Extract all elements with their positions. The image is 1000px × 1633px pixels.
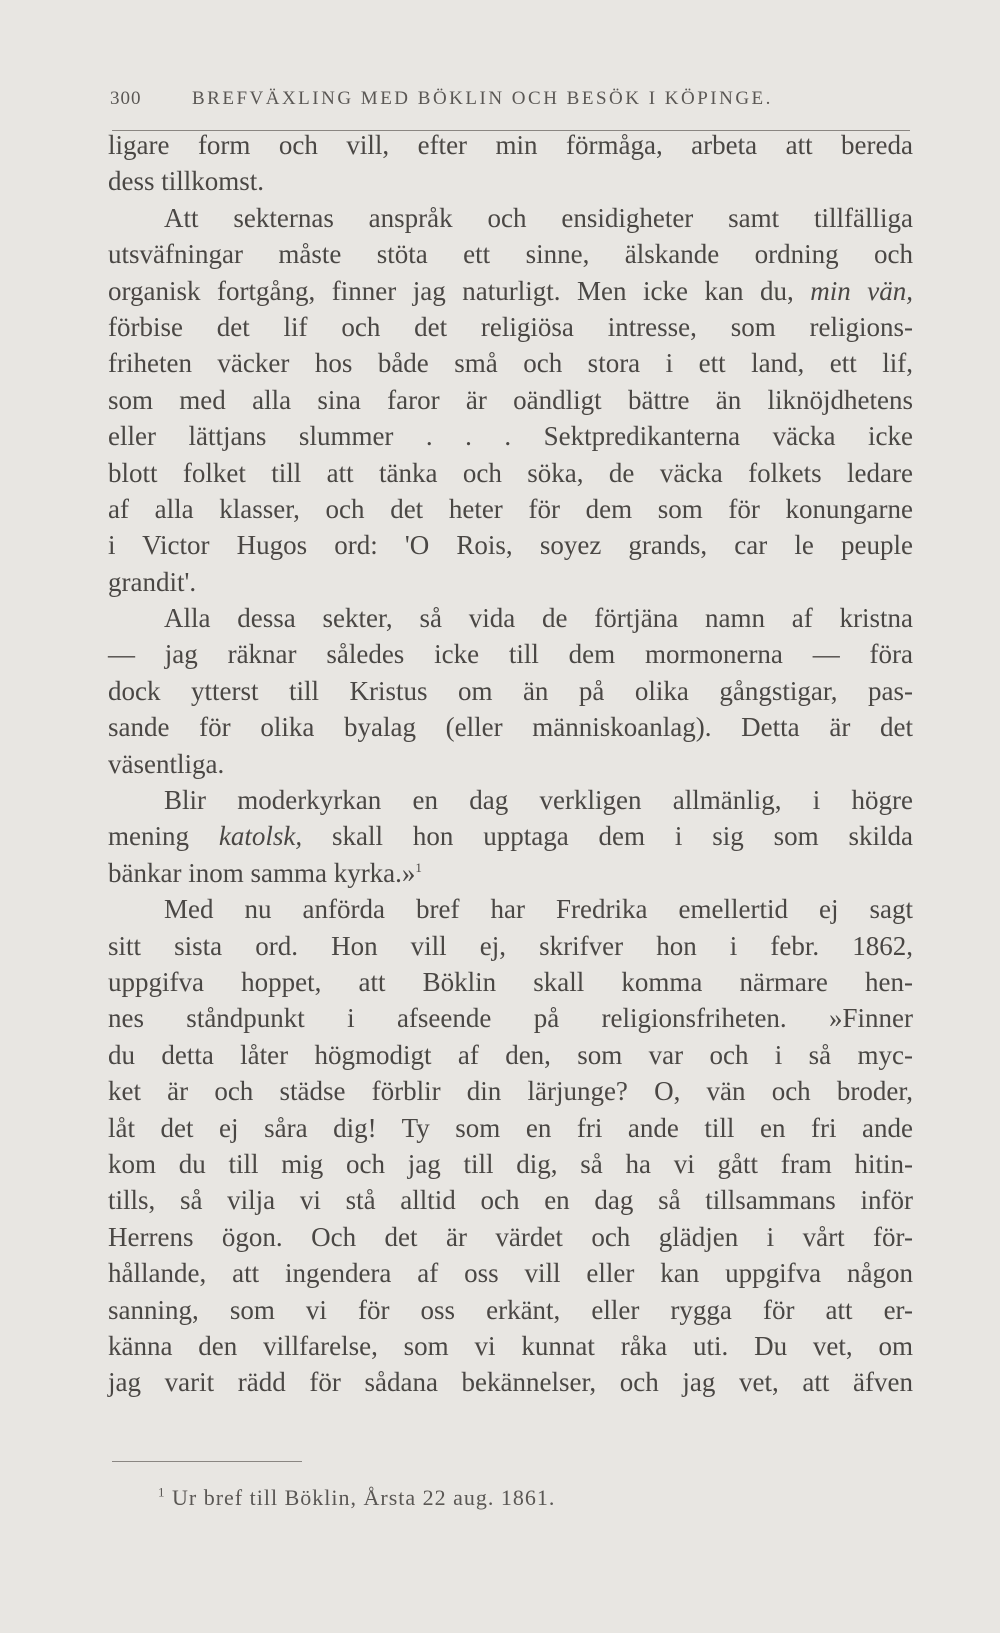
text-line: förbise det lif och det religiösa intresse, som religions- [108, 311, 913, 342]
text-line: hållande, att ingendera af oss vill eller kan uppgifva någon [108, 1258, 913, 1289]
text-line: nes ståndpunkt i afseende på religionsfriheten. »Finner [108, 1003, 913, 1034]
text-line: dock ytterst till Kristus om än på olika gångstigar, pas- [108, 675, 913, 706]
paragraph-start: Blir moderkyrkan en dag verkligen allmänlig, i högre [164, 785, 913, 816]
paragraph-start: Alla dessa sekter, så vida de förtjäna namn af kristna [164, 603, 913, 634]
running-title: BREFVÄXLING MED BÖKLIN OCH BESÖK I KÖPINGE. [192, 88, 773, 109]
text-line: jag varit rädd för sådana bekännelser, och jag vet, att äfven [108, 1367, 913, 1398]
text-span: organisk fortgång, finner jag naturligt. Men icke kan du, [108, 275, 794, 306]
text-line: Herrens ögon. Och det är värdet och glädjen i vårt för- [108, 1221, 913, 1252]
text-line: låt det ej såra dig! Ty som en fri ande till en fri ande [108, 1112, 913, 1143]
text-line: — jag räknar således icke till dem mormonerna — föra [108, 639, 913, 670]
text-line: uppgifva hoppet, att Böklin skall komma närmare hen- [108, 966, 913, 997]
running-head [110, 88, 910, 110]
text-line: utsväfningar måste stöta ett sinne, älskande ordning och [108, 239, 913, 270]
footnote-reference[interactable]: 1 [415, 859, 422, 875]
text-span: bänkar inom samma kyrka.» [108, 857, 416, 888]
text-line: sanning, som vi för oss erkänt, eller rygga för att er- [108, 1294, 913, 1325]
footnote-text: Ur bref till Böklin, Årsta 22 aug. 1861. [172, 1485, 556, 1510]
text-line [108, 855, 913, 891]
italic-phrase: min vän, [810, 275, 914, 306]
paragraph-start: Med nu anförda bref har Fredrika emellertid ej sagt [164, 894, 913, 925]
body-text [108, 127, 913, 1401]
text-line: dess tillkomst. [108, 166, 265, 197]
text-line: känna den villfarelse, som vi kunnat råka uti. Du vet, om [108, 1330, 913, 1361]
italic-phrase: katolsk, [218, 821, 303, 852]
page-number: 300 [110, 88, 142, 109]
text-line [108, 273, 913, 309]
text-line: du detta låter högmodigt af den, som var och i så myc- [108, 1039, 913, 1070]
text-span: mening [108, 821, 189, 852]
text-line: ket är och städse förblir din lärjunge? O, vän och broder, [108, 1076, 913, 1107]
text-line: tills, så vilja vi stå alltid och en dag så tillsammans inför [108, 1185, 913, 1216]
text-line: väsentliga. [108, 748, 225, 779]
footnote [158, 1485, 555, 1511]
text-line: som med alla sina faror är oändligt bättre än liknöjdhetens [108, 384, 913, 415]
text-line: kom du till mig och jag till dig, så ha vi gått fram hitin- [108, 1148, 913, 1179]
text-line: af alla klasser, och det heter för dem som för konungarne [108, 493, 913, 524]
text-line: ligare form och vill, efter min förmåga, arbeta att bereda [108, 130, 913, 160]
paragraph-start: Att sekternas anspråk och ensidigheter samt tillfälliga [164, 202, 913, 233]
text-line: sande för olika byalag (eller människoanlag). Detta är det [108, 712, 913, 743]
text-span: skall hon upptaga dem i sig som skilda [331, 821, 914, 852]
footnote-rule [112, 1461, 302, 1462]
text-line: grandit'. [108, 566, 197, 597]
text-line: eller lättjans slummer . . . Sektpredikanterna väcka icke [108, 421, 913, 452]
text-line: blott folket till att tänka och söka, de väcka folkets ledare [108, 457, 913, 488]
text-line [108, 818, 913, 854]
text-line: friheten väcker hos både små och stora i ett land, ett lif, [108, 348, 913, 379]
text-line: i Victor Hugos ord: 'O Rois, soyez grands, car le peuple [108, 530, 913, 561]
text-line: sitt sista ord. Hon vill ej, skrifver hon i febr. 1862, [108, 930, 913, 961]
footnote-marker: 1 [158, 1484, 166, 1500]
